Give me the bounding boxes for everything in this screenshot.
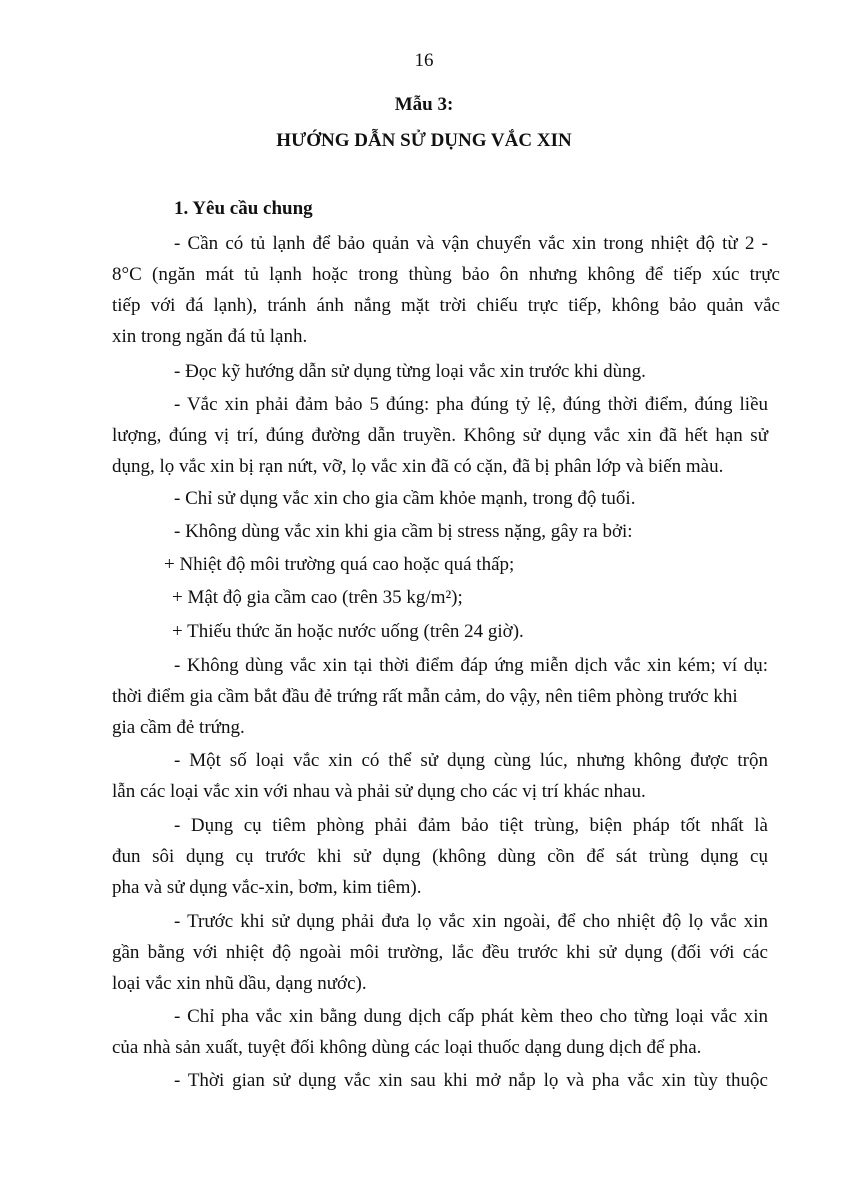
body-line: - Đọc kỹ hướng dẫn sử dụng từng loại vắc xin trước khi dùng. (174, 361, 646, 382)
body-line: lẫn các loại vắc xin với nhau và phải sử dụng cho các vị trí khác nhau. (112, 781, 646, 802)
body-line: - Vắc xin phải đảm bảo 5 đúng: pha đúng tỷ lệ, đúng thời điểm, đúng liều (174, 394, 768, 415)
form-label: Mẫu 3: (394, 94, 454, 115)
section-heading: 1. Yêu cầu chung (174, 198, 313, 219)
body-line: - Không dùng vắc xin khi gia cầm bị stress nặng, gây ra bởi: (174, 521, 633, 542)
body-line: - Trước khi sử dụng phải đưa lọ vắc xin ngoài, để cho nhiệt độ lọ vắc xin (174, 911, 768, 932)
document-title: HƯỚNG DẪN SỬ DỤNG VẮC XIN (276, 130, 572, 151)
body-line: - Chỉ pha vắc xin bằng dung dịch cấp phát kèm theo cho từng loại vắc xin (174, 1006, 768, 1027)
list-item: + Mật độ gia cầm cao (trên 35 kg/m²); (172, 587, 463, 608)
body-line: của nhà sản xuất, tuyệt đối không dùng các loại thuốc dạng dung dịch để pha. (112, 1037, 702, 1058)
body-line: xin trong ngăn đá tủ lạnh. (112, 326, 308, 347)
body-line: lượng, đúng vị trí, đúng đường dẫn truyền. Không sử dụng vắc xin đã hết hạn sử (112, 425, 768, 446)
body-line: 8°C (ngăn mát tủ lạnh hoặc trong thùng bảo ôn nhưng không để tiếp xúc trực (112, 264, 780, 285)
body-line: thời điểm gia cầm bắt đầu đẻ trứng rất mẫn cảm, do vậy, nên tiêm phòng trước khi (112, 686, 738, 707)
body-line: đun sôi dụng cụ trước khi sử dụng (không dùng cồn để sát trùng dụng cụ (112, 846, 768, 867)
body-line: - Cần có tủ lạnh để bảo quản và vận chuyển vắc xin trong nhiệt độ từ 2 - (174, 233, 768, 254)
list-item: + Nhiệt độ môi trường quá cao hoặc quá thấp; (164, 554, 515, 575)
body-line: - Không dùng vắc xin tại thời điểm đáp ứng miễn dịch vắc xin kém; ví dụ: (174, 655, 768, 676)
body-line: - Một số loại vắc xin có thể sử dụng cùng lúc, nhưng không được trộn (174, 750, 768, 771)
body-line: pha và sử dụng vắc-xin, bơm, kim tiêm). (112, 877, 422, 898)
body-line: gia cầm đẻ trứng. (112, 717, 245, 738)
body-line: loại vắc xin nhũ dầu, dạng nước). (112, 973, 367, 994)
body-line: gần bằng với nhiệt độ ngoài môi trường, lắc đều trước khi sử dụng (đối với các (112, 942, 768, 963)
body-line: dụng, lọ vắc xin bị rạn nứt, vỡ, lọ vắc xin đã có cặn, đã bị phân lớp và biến màu. (112, 456, 724, 477)
body-line: - Dụng cụ tiêm phòng phải đảm bảo tiệt trùng, biện pháp tốt nhất là (174, 815, 768, 836)
list-item: + Thiếu thức ăn hoặc nước uống (trên 24 giờ). (172, 621, 524, 642)
body-line: - Chỉ sử dụng vắc xin cho gia cầm khỏe mạnh, trong độ tuổi. (174, 488, 636, 509)
body-line: - Thời gian sử dụng vắc xin sau khi mở nắp lọ và pha vắc xin tùy thuộc (174, 1070, 768, 1091)
body-line: tiếp với đá lạnh), tránh ánh nắng mặt trời chiếu trực tiếp, không bảo quản vắc (112, 295, 780, 316)
page-number: 16 (414, 50, 434, 71)
